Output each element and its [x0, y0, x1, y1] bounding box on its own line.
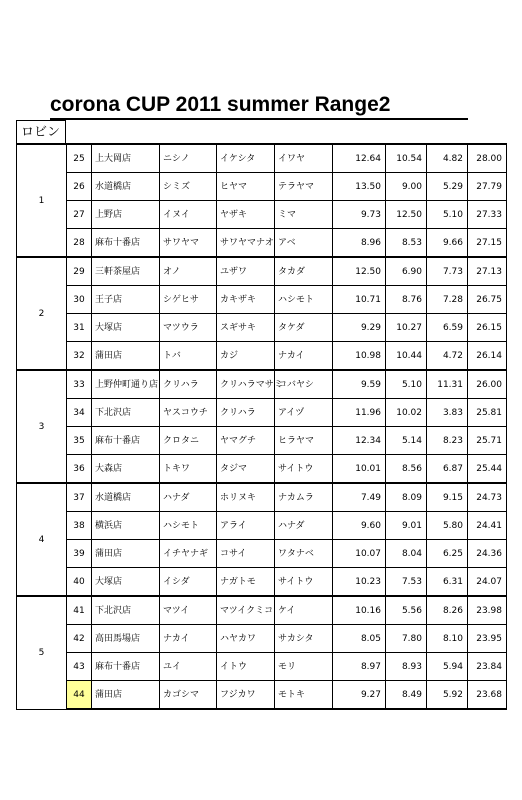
group-block: [17, 370, 507, 483]
player-3: ワタナベ: [275, 540, 333, 568]
player-1: オノ: [160, 257, 217, 286]
player-2: ヤザキ: [217, 201, 275, 229]
shop-name: 麻布十番店: [92, 653, 160, 681]
player-2: フジカワ: [217, 681, 275, 710]
player-2: アライ: [217, 512, 275, 540]
score-1: 9.60: [333, 512, 386, 540]
score-2: 5.56: [386, 596, 427, 625]
total-score: 25.71: [468, 427, 507, 455]
table-row: [17, 625, 507, 653]
score-3: 6.59: [427, 314, 468, 342]
player-2: ユザワ: [217, 257, 275, 286]
player-2: カキザキ: [217, 286, 275, 314]
player-2: コサイ: [217, 540, 275, 568]
shop-name: 蒲田店: [92, 681, 160, 710]
table-row: [17, 257, 507, 286]
player-3: テラヤマ: [275, 173, 333, 201]
total-score: 25.81: [468, 399, 507, 427]
score-2: 8.09: [386, 483, 427, 512]
player-3: サカシタ: [275, 625, 333, 653]
player-3: タカダ: [275, 257, 333, 286]
entry-number: 28: [67, 229, 92, 258]
score-1: 10.07: [333, 540, 386, 568]
score-1: 13.50: [333, 173, 386, 201]
player-2: サワヤマナオ: [217, 229, 275, 258]
player-2: クリハラマサミ: [217, 370, 275, 399]
score-3: 6.87: [427, 455, 468, 484]
score-2: 12.50: [386, 201, 427, 229]
shop-name: 蒲田店: [92, 540, 160, 568]
score-1: 12.64: [333, 144, 386, 173]
player-1: トバ: [160, 342, 217, 371]
player-3: ミマ: [275, 201, 333, 229]
entry-number: 42: [67, 625, 92, 653]
score-1: 9.73: [333, 201, 386, 229]
player-2: スギサキ: [217, 314, 275, 342]
page-title: corona CUP 2011 summer Range2: [50, 93, 391, 116]
shop-name: 下北沢店: [92, 399, 160, 427]
score-1: 10.98: [333, 342, 386, 371]
player-3: アイヅ: [275, 399, 333, 427]
shop-name: 水道橋店: [92, 483, 160, 512]
table-row: [17, 596, 507, 625]
entry-number: 36: [67, 455, 92, 484]
score-1: 10.23: [333, 568, 386, 597]
entry-number: 39: [67, 540, 92, 568]
score-1: 11.96: [333, 399, 386, 427]
player-3: アベ: [275, 229, 333, 258]
group-number: 5: [17, 596, 67, 709]
player-3: タケダ: [275, 314, 333, 342]
score-3: 4.72: [427, 342, 468, 371]
total-score: 27.15: [468, 229, 507, 258]
player-3: モリ: [275, 653, 333, 681]
table-row: [17, 173, 507, 201]
player-1: マツウラ: [160, 314, 217, 342]
group-number: 3: [17, 370, 67, 483]
table-row: [17, 568, 507, 597]
entry-number: 30: [67, 286, 92, 314]
shop-name: 蒲田店: [92, 342, 160, 371]
entry-number: 37: [67, 483, 92, 512]
score-2: 9.00: [386, 173, 427, 201]
entry-number: 44: [67, 681, 92, 710]
player-1: ヤスコウチ: [160, 399, 217, 427]
score-2: 8.53: [386, 229, 427, 258]
table-row: [17, 370, 507, 399]
player-3: モトキ: [275, 681, 333, 710]
player-3: コバヤシ: [275, 370, 333, 399]
table-row: [17, 427, 507, 455]
group-number: 1: [17, 144, 67, 257]
player-1: イシダ: [160, 568, 217, 597]
group-number: 2: [17, 257, 67, 370]
total-score: 26.75: [468, 286, 507, 314]
total-score: 24.07: [468, 568, 507, 597]
player-1: ハナダ: [160, 483, 217, 512]
shop-name: 上野店: [92, 201, 160, 229]
table-row: [17, 512, 507, 540]
score-2: 10.27: [386, 314, 427, 342]
score-2: 7.53: [386, 568, 427, 597]
player-2: イケシタ: [217, 144, 275, 173]
score-3: 11.31: [427, 370, 468, 399]
total-score: 24.73: [468, 483, 507, 512]
player-3: ハシモト: [275, 286, 333, 314]
score-3: 8.26: [427, 596, 468, 625]
score-3: 5.94: [427, 653, 468, 681]
total-score: 27.33: [468, 201, 507, 229]
player-1: ナカイ: [160, 625, 217, 653]
title-underline: [50, 118, 468, 120]
player-1: ハシモト: [160, 512, 217, 540]
score-3: 5.92: [427, 681, 468, 710]
table-row: [17, 483, 507, 512]
shop-name: 王子店: [92, 286, 160, 314]
table-row: [17, 540, 507, 568]
score-3: 3.83: [427, 399, 468, 427]
score-2: 10.44: [386, 342, 427, 371]
entry-number: 25: [67, 144, 92, 173]
player-3: サイトウ: [275, 455, 333, 484]
score-1: 10.01: [333, 455, 386, 484]
score-2: 8.56: [386, 455, 427, 484]
player-2: イトウ: [217, 653, 275, 681]
table-row: [17, 653, 507, 681]
shop-name: 麻布十番店: [92, 427, 160, 455]
player-3: ケイ: [275, 596, 333, 625]
table-row: [17, 201, 507, 229]
score-1: 10.71: [333, 286, 386, 314]
player-3: ナカムラ: [275, 483, 333, 512]
table-row: [17, 342, 507, 371]
shop-name: 麻布十番店: [92, 229, 160, 258]
score-3: 8.10: [427, 625, 468, 653]
total-score: 26.14: [468, 342, 507, 371]
total-score: 24.36: [468, 540, 507, 568]
shop-name: 下北沢店: [92, 596, 160, 625]
total-score: 24.41: [468, 512, 507, 540]
score-1: 10.16: [333, 596, 386, 625]
player-1: シミズ: [160, 173, 217, 201]
score-3: 6.31: [427, 568, 468, 597]
score-2: 9.01: [386, 512, 427, 540]
score-2: 7.80: [386, 625, 427, 653]
entry-number: 32: [67, 342, 92, 371]
player-1: サワヤマ: [160, 229, 217, 258]
table-row: [17, 399, 507, 427]
entry-number: 40: [67, 568, 92, 597]
score-2: 10.02: [386, 399, 427, 427]
score-3: 7.28: [427, 286, 468, 314]
table-row: [17, 455, 507, 484]
player-1: イヌイ: [160, 201, 217, 229]
shop-name: 高田馬場店: [92, 625, 160, 653]
player-3: サイトウ: [275, 568, 333, 597]
entry-number: 38: [67, 512, 92, 540]
player-1: イチヤナギ: [160, 540, 217, 568]
group-block: [17, 144, 507, 257]
shop-name: 三軒茶屋店: [92, 257, 160, 286]
shop-name: 大塚店: [92, 568, 160, 597]
total-score: 25.44: [468, 455, 507, 484]
group-number: 4: [17, 483, 67, 596]
player-1: トキワ: [160, 455, 217, 484]
player-2: ナガトモ: [217, 568, 275, 597]
player-2: クリハラ: [217, 399, 275, 427]
score-1: 12.34: [333, 427, 386, 455]
standings-table: [16, 143, 507, 710]
entry-number: 26: [67, 173, 92, 201]
player-3: イワヤ: [275, 144, 333, 173]
table-row: [17, 144, 507, 173]
entry-number: 27: [67, 201, 92, 229]
shop-name: 大森店: [92, 455, 160, 484]
score-1: 9.27: [333, 681, 386, 710]
shop-name: 横浜店: [92, 512, 160, 540]
score-1: 8.97: [333, 653, 386, 681]
entry-number: 33: [67, 370, 92, 399]
shop-name: 上野仲町通り店: [92, 370, 160, 399]
score-3: 5.10: [427, 201, 468, 229]
player-2: タジマ: [217, 455, 275, 484]
total-score: 23.95: [468, 625, 507, 653]
table-row: [17, 314, 507, 342]
score-2: 5.14: [386, 427, 427, 455]
player-1: ニシノ: [160, 144, 217, 173]
entry-number: 34: [67, 399, 92, 427]
table-row: [17, 286, 507, 314]
score-1: 9.29: [333, 314, 386, 342]
total-score: 27.79: [468, 173, 507, 201]
section-label: ロビン: [16, 120, 66, 144]
score-2: 5.10: [386, 370, 427, 399]
score-2: 8.76: [386, 286, 427, 314]
total-score: 26.00: [468, 370, 507, 399]
player-3: ヒラヤマ: [275, 427, 333, 455]
table-row: [17, 229, 507, 258]
score-1: 7.49: [333, 483, 386, 512]
score-1: 8.05: [333, 625, 386, 653]
total-score: 23.68: [468, 681, 507, 710]
entry-number: 41: [67, 596, 92, 625]
player-3: ナカイ: [275, 342, 333, 371]
score-2: 8.49: [386, 681, 427, 710]
score-3: 9.15: [427, 483, 468, 512]
score-3: 5.80: [427, 512, 468, 540]
player-2: カジ: [217, 342, 275, 371]
player-2: マツイクミコ: [217, 596, 275, 625]
group-block: [17, 596, 507, 709]
total-score: 27.13: [468, 257, 507, 286]
total-score: 23.84: [468, 653, 507, 681]
entry-number: 35: [67, 427, 92, 455]
player-1: シゲヒサ: [160, 286, 217, 314]
score-2: 10.54: [386, 144, 427, 173]
table-row: [17, 681, 507, 710]
player-2: ホリヌキ: [217, 483, 275, 512]
shop-name: 水道橋店: [92, 173, 160, 201]
player-2: ヤマグチ: [217, 427, 275, 455]
score-1: 12.50: [333, 257, 386, 286]
total-score: 28.00: [468, 144, 507, 173]
player-2: ハヤカワ: [217, 625, 275, 653]
shop-name: 大塚店: [92, 314, 160, 342]
score-2: 6.90: [386, 257, 427, 286]
shop-name: 上大岡店: [92, 144, 160, 173]
entry-number: 43: [67, 653, 92, 681]
score-3: 4.82: [427, 144, 468, 173]
player-1: マツイ: [160, 596, 217, 625]
score-3: 6.25: [427, 540, 468, 568]
total-score: 23.98: [468, 596, 507, 625]
score-3: 7.73: [427, 257, 468, 286]
score-1: 8.96: [333, 229, 386, 258]
player-1: カゴシマ: [160, 681, 217, 710]
group-block: [17, 257, 507, 370]
score-3: 8.23: [427, 427, 468, 455]
player-1: クロタニ: [160, 427, 217, 455]
player-1: クリハラ: [160, 370, 217, 399]
score-2: 8.04: [386, 540, 427, 568]
player-3: ハナダ: [275, 512, 333, 540]
group-block: [17, 483, 507, 596]
entry-number: 29: [67, 257, 92, 286]
score-3: 9.66: [427, 229, 468, 258]
player-1: ユイ: [160, 653, 217, 681]
score-1: 9.59: [333, 370, 386, 399]
player-2: ヒヤマ: [217, 173, 275, 201]
score-3: 5.29: [427, 173, 468, 201]
total-score: 26.15: [468, 314, 507, 342]
entry-number: 31: [67, 314, 92, 342]
score-2: 8.93: [386, 653, 427, 681]
